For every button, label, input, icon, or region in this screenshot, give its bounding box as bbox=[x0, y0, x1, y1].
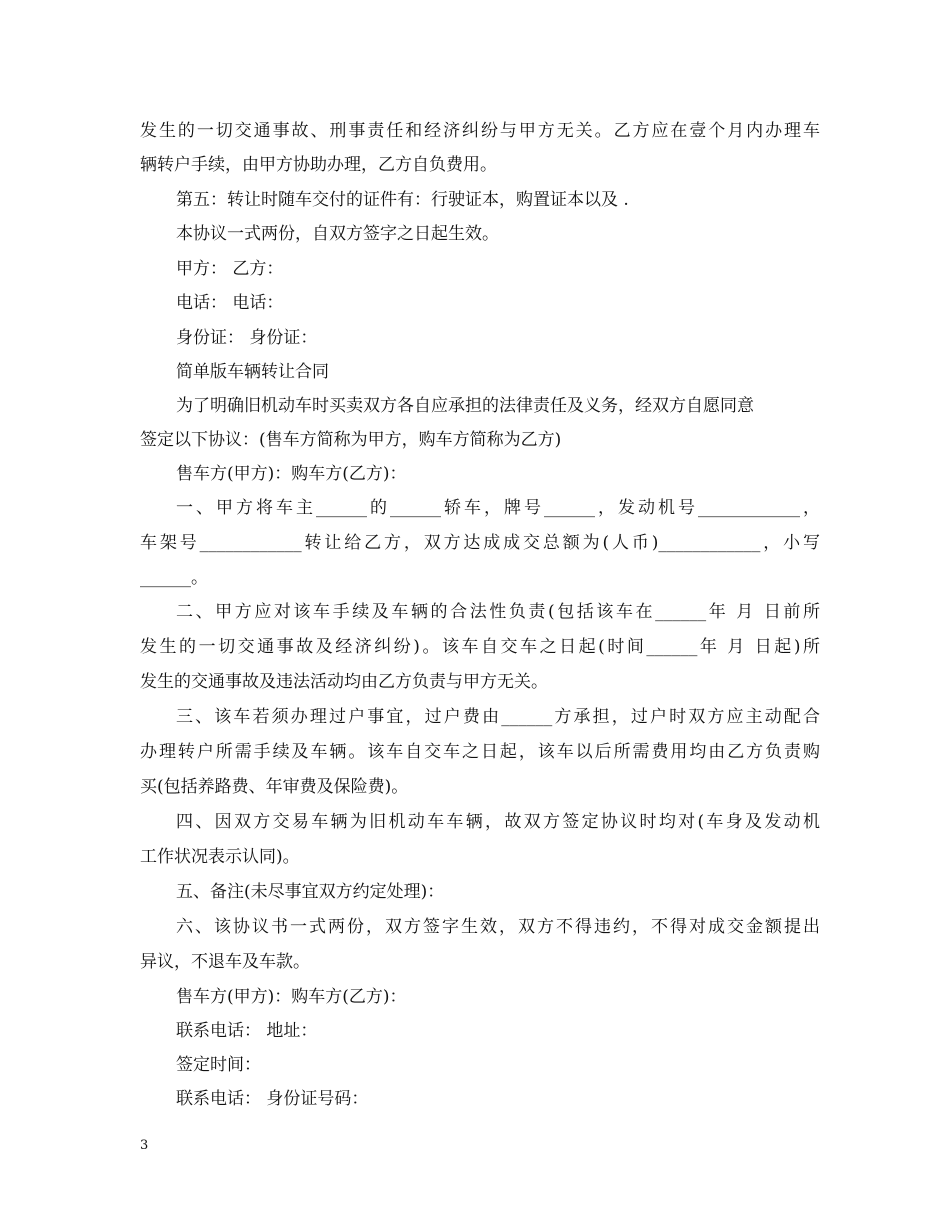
paragraph-line: ______。 bbox=[140, 568, 208, 588]
paragraph-line: 二、甲方应对该车手续及车辆的合法性负责(包括该车在______年 月 日前所 bbox=[176, 602, 820, 622]
paragraph-line: 辆转户手续，由甲方协助办理，乙方自负费用。 bbox=[140, 155, 497, 175]
paragraph-line: 发生的交通事故及违法活动均由乙方负责与甲方无关。 bbox=[140, 672, 548, 692]
paragraph-line: 办理转户所需手续及车辆。该车自交车之日起，该车以后所需费用均由乙方负责购 bbox=[140, 742, 820, 762]
paragraph-line: 第五：转让时随车交付的证件有：行驶证本，购置证本以及 . bbox=[176, 190, 629, 210]
paragraph-line: 六、该协议书一式两份，双方签字生效，双方不得违约，不得对成交金额提出 bbox=[176, 917, 820, 937]
paragraph-line: 车架号____________转让给乙方，双方达成成交总额为(人币)____________，小写 bbox=[140, 533, 820, 553]
paragraph-line: 四、因双方交易车辆为旧机动车车辆，故双方签定协议时均对(车身及发动机 bbox=[176, 812, 820, 832]
page-number: 3 bbox=[140, 1138, 149, 1153]
paragraph-line: 三、该车若须办理过户事宜，过户费由______方承担，过户时双方应主动配合 bbox=[176, 707, 820, 727]
signature-line: 联系电话： 身份证号码： bbox=[176, 1089, 369, 1109]
paragraph-line: 发生的一切交通事故、刑事责任和经济纠纷与甲方无关。乙方应在壹个月内办理车 bbox=[140, 121, 820, 141]
paragraph-line: 本协议一式两份，自双方签字之日起生效。 bbox=[176, 224, 499, 244]
signature-line: 电话： 电话： bbox=[176, 293, 284, 313]
paragraph-line: 为了明确旧机动车时买卖双方各自应承担的法律责任及义务，经双方自愿同意 bbox=[176, 396, 754, 416]
paragraph-line: 五、备注(未尽事宜双方约定处理)： bbox=[176, 882, 445, 902]
signature-line: 联系电话： 地址： bbox=[176, 1021, 318, 1041]
paragraph-line: 售车方(甲方)：购车方(乙方)： bbox=[176, 464, 407, 484]
paragraph-line: 一、甲方将车主______的______轿车，牌号______，发动机号____________， bbox=[176, 498, 820, 518]
paragraph-line: 发生的一切交通事故及经济纠纷)。该车自交车之日起(时间______年 月 日起)所 bbox=[140, 637, 820, 657]
signature-line: 身份证： 身份证： bbox=[176, 328, 318, 348]
signature-line: 甲方： 乙方： bbox=[176, 259, 284, 279]
signature-line: 签定时间： bbox=[176, 1055, 261, 1075]
signature-line: 售车方(甲方)：购车方(乙方)： bbox=[176, 987, 407, 1007]
paragraph-line: 工作状况表示认同)。 bbox=[140, 847, 300, 867]
paragraph-line: 签定以下协议：(售车方简称为甲方，购车方简称为乙方) bbox=[140, 430, 562, 450]
paragraph-line: 异议，不退车及车款。 bbox=[140, 952, 310, 972]
section-title: 简单版车辆转让合同 bbox=[176, 362, 329, 382]
paragraph-line: 买(包括养路费、年审费及保险费)。 bbox=[140, 777, 409, 797]
